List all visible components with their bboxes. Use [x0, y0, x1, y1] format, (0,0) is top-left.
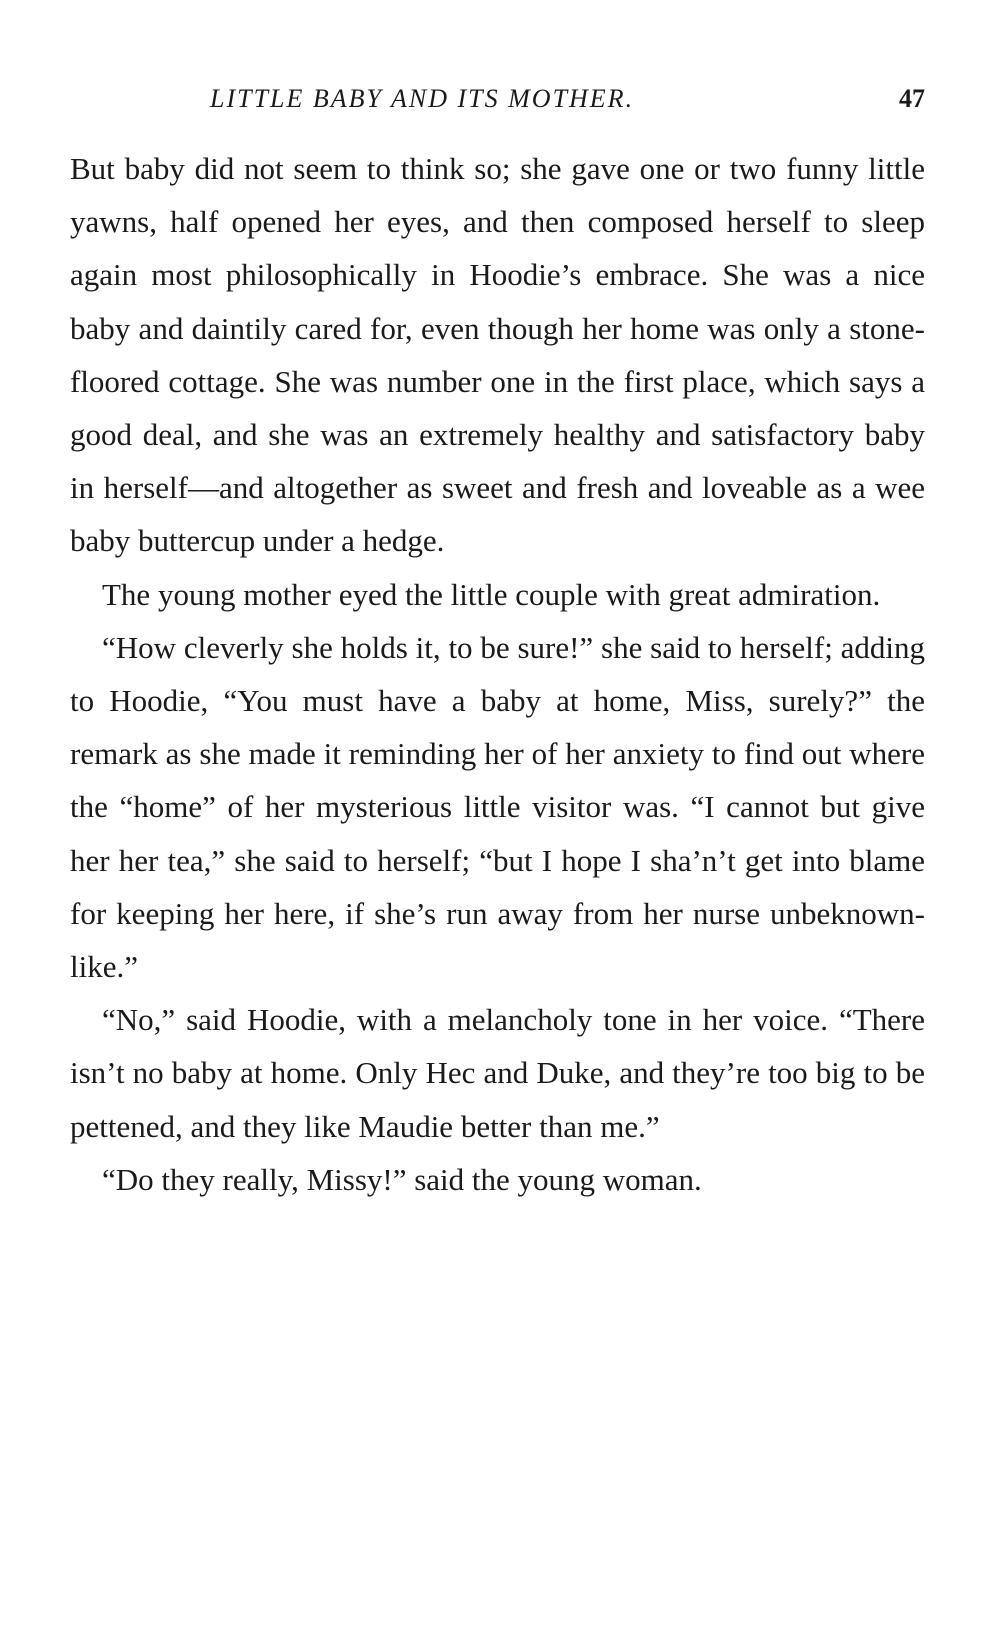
paragraph: But baby did not seem to think so; she gave one or two funny little yawns, half opened her eyes, and then composed herself to sleep again most philosophically in Hoodie’s embrace. She was a nice baby and daintily cared for, even though her home was only a stone-floored cottage. She was number one in the first place, which says a good deal, and she was an extremely healthy and satisfactory baby in herself—and altogether as sweet and fresh and loveable as a wee baby buttercup under a hedge. [70, 151, 925, 559]
paragraph: “Do they really, Missy!” said the young woman. [102, 1161, 702, 1197]
paragraph: The young mother eyed the little couple with great admiration. [102, 576, 881, 612]
body-text [70, 142, 925, 1206]
paragraph: “No,” said Hoodie, with a melancholy tone in her voice. “There isn’t no baby at home. Only Hec and Duke, and they’re too big to be pettened, and they like Maudie better than me.” [70, 1002, 925, 1144]
book-page [70, 0, 925, 1628]
page-number: 47 [899, 84, 925, 113]
running-title: LITTLE BABY AND ITS MOTHER. [210, 84, 635, 113]
running-head [70, 84, 925, 124]
paragraph: “How cleverly she holds it, to be sure!” she said to herself; adding to Hoodie, “You must have a baby at home, Miss, surely?” the remark as she made it reminding her of her anxiety to find out where the “home” of her mysterious little visitor was. “I cannot but give her her tea,” she said to herself; “but I hope I sha’n’t get into blame for keeping her here, if she’s run away from her nurse unbeknown-like.” [70, 629, 925, 985]
